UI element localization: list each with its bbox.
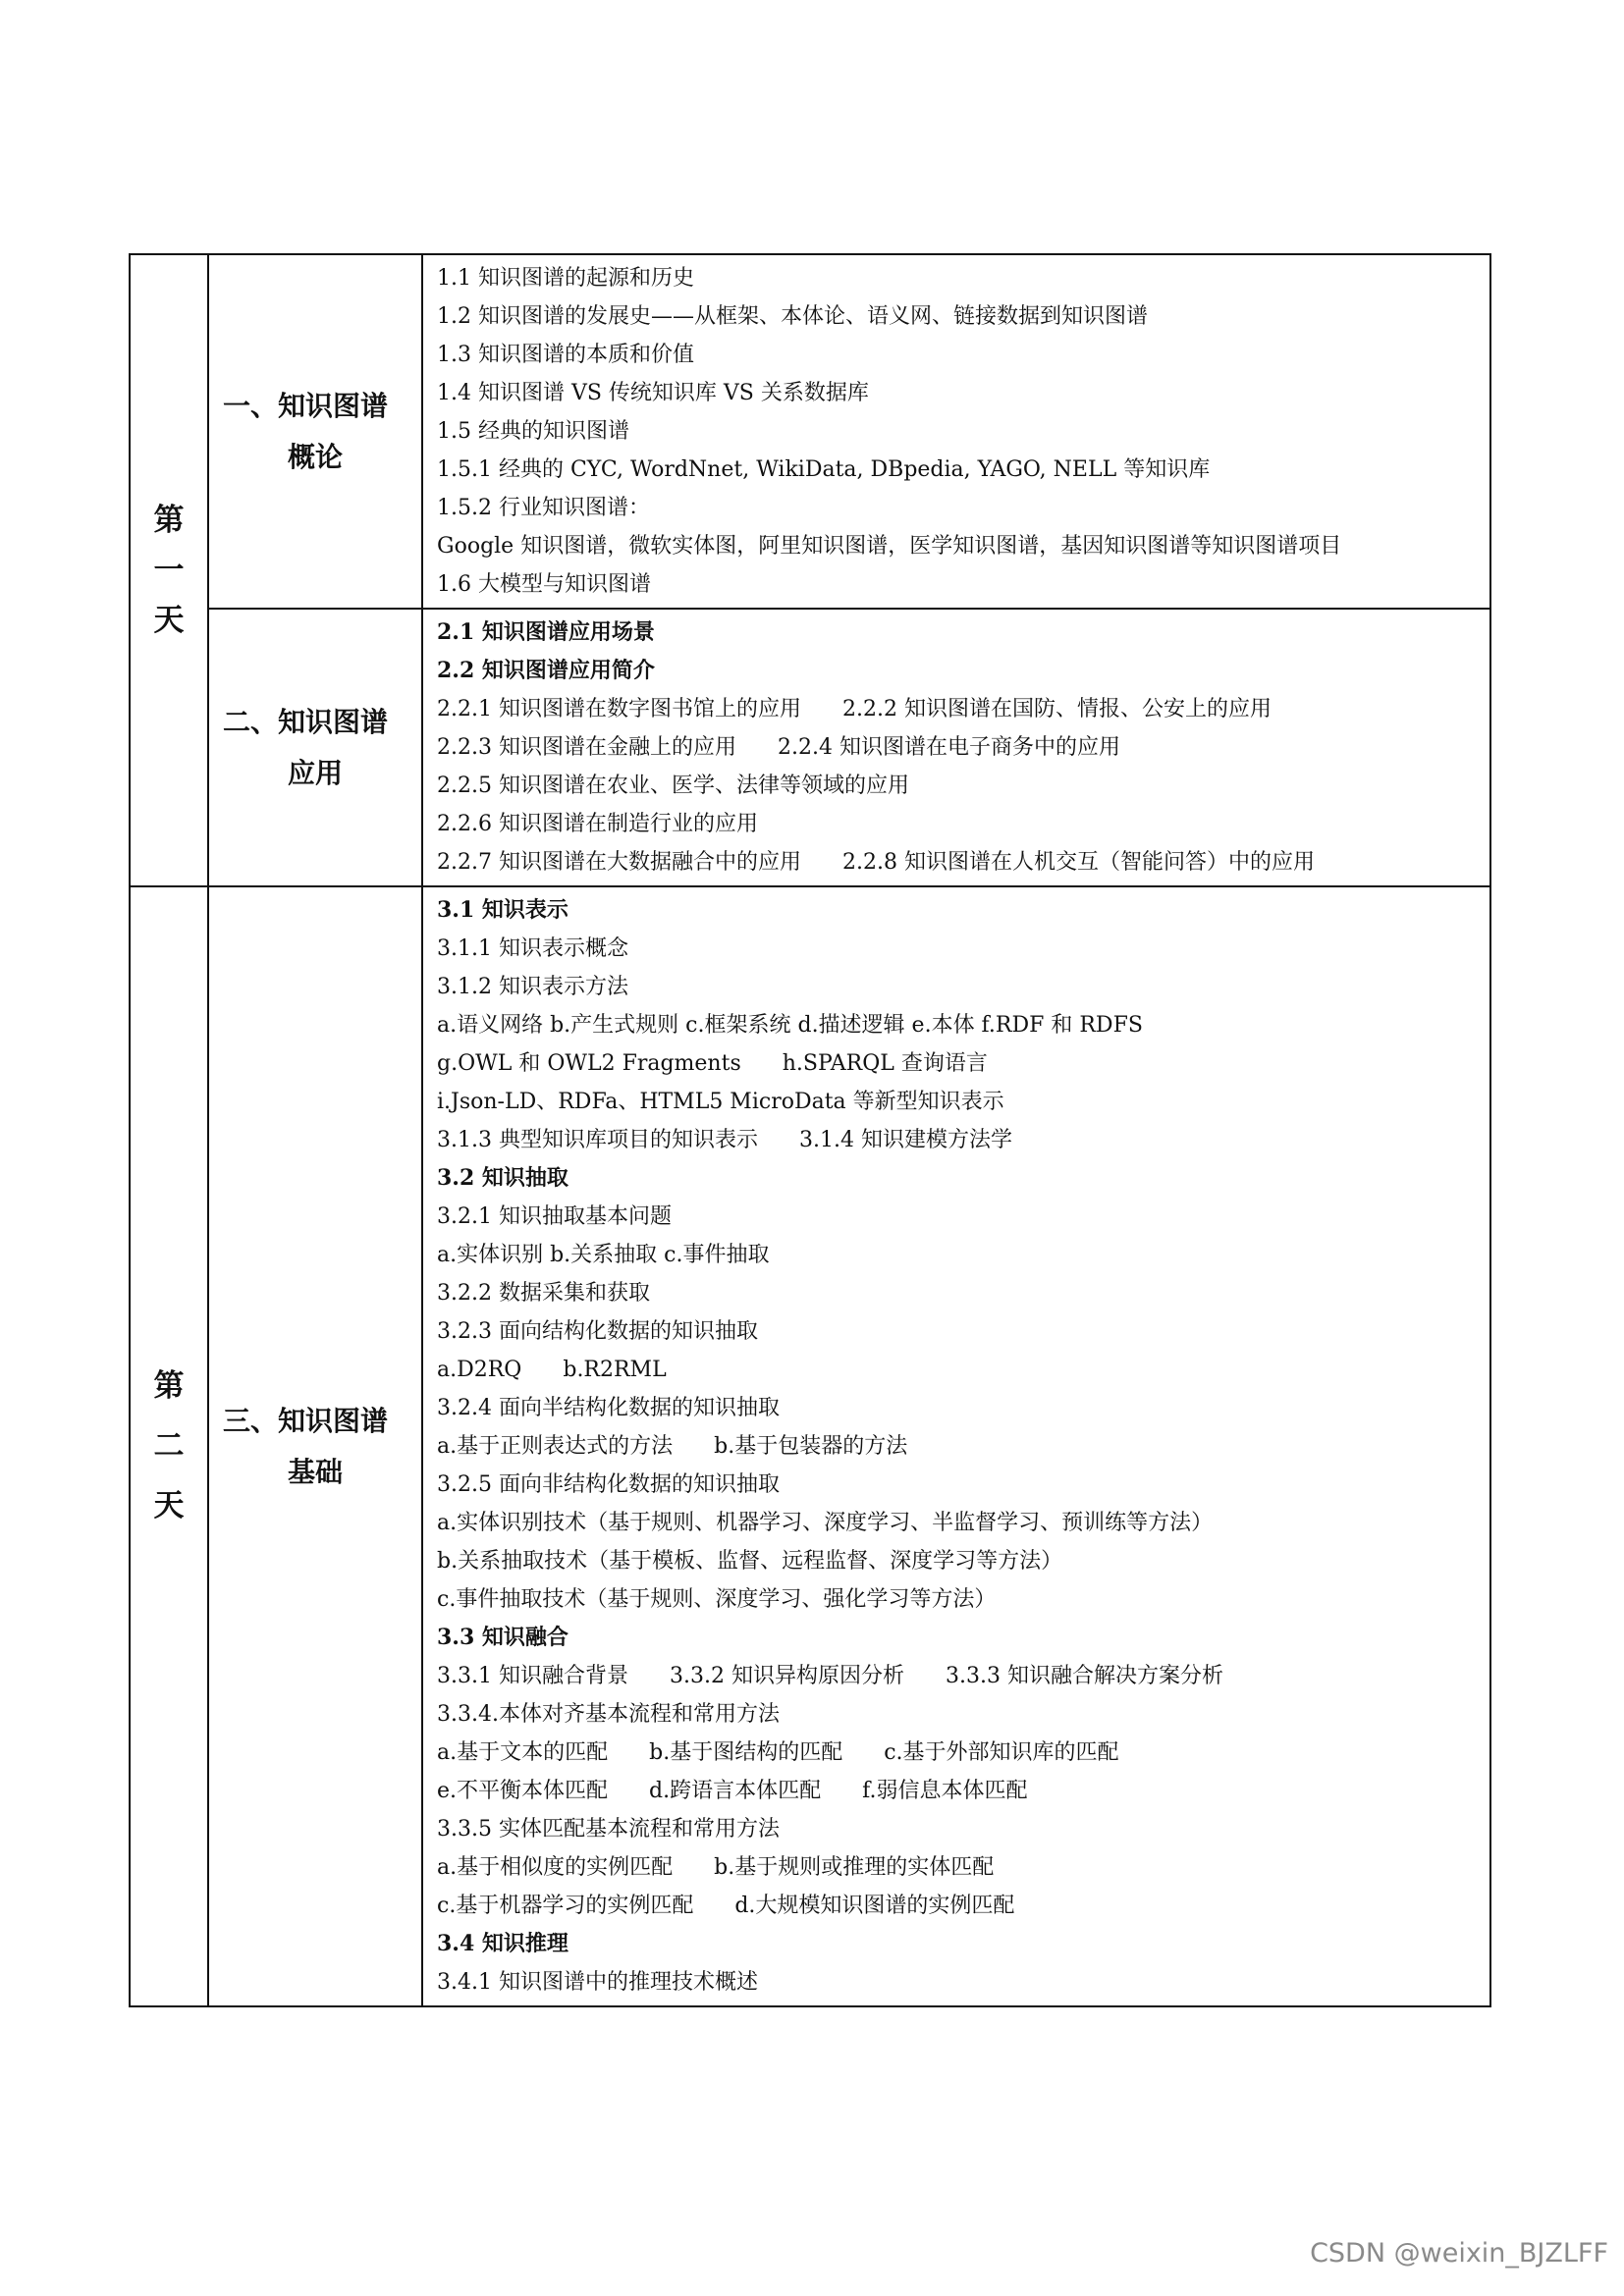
content-segment: 3.1.1 知识表示概念 <box>437 936 628 961</box>
content-line <box>437 259 1489 297</box>
content-line <box>437 1083 1489 1121</box>
content-line <box>437 1963 1489 2002</box>
content-line <box>437 1466 1489 1504</box>
content-segment: e.不平衡本体匹配 <box>437 1779 609 1803</box>
content-line <box>437 1006 1489 1044</box>
content-segment: 1.1 知识图谱的起源和历史 <box>437 266 694 291</box>
content-segment: 2.2.2 知识图谱在国防、情报、公安上的应用 <box>841 697 1272 721</box>
content-segment: a.实体识别技术（基于规则、机器学习、深度学习、半监督学习、预训练等方法） <box>437 1511 1214 1535</box>
content-segment: 3.3 知识融合 <box>437 1625 568 1650</box>
content-segment: f.弱信息本体匹配 <box>862 1779 1028 1803</box>
day-label-char: 一 <box>153 552 185 588</box>
section-heading <box>437 891 1489 930</box>
content-line <box>437 336 1489 374</box>
content-line <box>437 1312 1489 1351</box>
content-segment: 1.2 知识图谱的发展史——从框架、本体论、语义网、链接数据到知识图谱 <box>437 304 1148 329</box>
content-segment: 3.3.2 知识异构原因分析 <box>669 1664 904 1688</box>
module-content-cell <box>422 254 1490 609</box>
day-label-char: 天 <box>153 1488 185 1523</box>
content-segment: a.D2RQ <box>437 1358 522 1382</box>
day-label-cell <box>130 886 208 2006</box>
module-title-continued: 概论 <box>288 440 344 473</box>
content-line <box>437 1198 1489 1236</box>
content-segment: c.事件抽取技术（基于规则、深度学习、强化学习等方法） <box>437 1587 997 1612</box>
content-segment: 3.2 知识抽取 <box>437 1165 568 1191</box>
content-segment: 3.2.3 面向结构化数据的知识抽取 <box>437 1319 758 1344</box>
content-segment: a.基于相似度的实例匹配 <box>437 1855 674 1880</box>
content-segment: 3.3.3 知识融合解决方案分析 <box>945 1664 1223 1688</box>
content-segment: a.实体识别 b.关系抽取 c.事件抽取 <box>437 1243 770 1267</box>
content-segment: 2.2 知识图谱应用简介 <box>437 658 655 683</box>
content-segment: d.跨语言本体匹配 <box>649 1779 822 1803</box>
content-segment: h.SPARQL 查询语言 <box>782 1051 988 1076</box>
content-line <box>437 412 1489 451</box>
curriculum-table <box>129 253 1491 2007</box>
day-label-cell <box>130 254 208 886</box>
section-heading <box>437 652 1489 690</box>
content-segment: 2.2.7 知识图谱在大数据融合中的应用 <box>437 850 801 875</box>
content-segment: Google 知识图谱，微软实体图，阿里知识图谱，医学知识图谱，基因知识图谱等知识图谱项目 <box>437 534 1342 559</box>
content-segment: 3.3.1 知识融合背景 <box>437 1664 628 1688</box>
module-title: 一、知识图谱 <box>223 389 389 422</box>
content-segment: 2.2.3 知识图谱在金融上的应用 <box>437 735 736 760</box>
content-segment: 3.2.4 面向半结构化数据的知识抽取 <box>437 1396 780 1420</box>
content-segment: 2.2.8 知识图谱在人机交互（智能问答）中的应用 <box>841 850 1315 875</box>
day-label-char: 二 <box>153 1428 185 1464</box>
content-segment: 3.1 知识表示 <box>437 897 568 923</box>
content-lines <box>437 891 1489 2002</box>
content-line <box>437 1580 1489 1619</box>
content-segment: 2.2.5 知识图谱在农业、医学、法律等领域的应用 <box>437 774 909 798</box>
content-line <box>437 1274 1489 1312</box>
content-segment: 2.1 知识图谱应用场景 <box>437 619 655 645</box>
module-title-cell <box>208 254 422 609</box>
table-row-day2-module3 <box>130 886 1490 2006</box>
content-line <box>437 1236 1489 1274</box>
section-heading <box>437 614 1489 652</box>
content-segment: 1.5 经典的知识图谱 <box>437 419 629 444</box>
content-line <box>437 728 1489 767</box>
content-segment: 2.2.4 知识图谱在电子商务中的应用 <box>777 735 1120 760</box>
content-line <box>437 1848 1489 1887</box>
module-title-cell <box>208 886 422 2006</box>
content-segment: 3.2.5 面向非结构化数据的知识抽取 <box>437 1472 780 1497</box>
table-row-day1-module1 <box>130 254 1490 609</box>
content-segment: i.Json-LD、RDFa、HTML5 MicroData 等新型知识表示 <box>437 1090 1004 1114</box>
content-segment: a.语义网络 b.产生式规则 c.框架系统 d.描述逻辑 e.本体 f.RDF 和 RDFS <box>437 1013 1143 1038</box>
module-content-cell <box>422 609 1490 886</box>
content-segment: a.基于正则表达式的方法 <box>437 1434 674 1459</box>
content-segment: g.OWL 和 OWL2 Fragments <box>437 1051 741 1076</box>
content-segment: b.R2RML <box>563 1358 667 1382</box>
content-segment: 3.4.1 知识图谱中的推理技术概述 <box>437 1970 758 1995</box>
content-line <box>437 690 1489 728</box>
content-lines <box>437 259 1489 604</box>
content-line <box>437 1810 1489 1848</box>
content-line <box>437 1351 1489 1389</box>
content-segment: 3.3.4.本体对齐基本流程和常用方法 <box>437 1702 780 1727</box>
content-line <box>437 1542 1489 1580</box>
module-title: 二、知识图谱 <box>223 705 389 738</box>
module-title: 三、知识图谱 <box>223 1404 389 1437</box>
content-segment: 3.2.2 数据采集和获取 <box>437 1281 650 1306</box>
content-line <box>437 1657 1489 1695</box>
content-segment: b.基于图结构的匹配 <box>649 1740 843 1765</box>
content-line <box>437 1389 1489 1427</box>
content-line <box>437 1044 1489 1083</box>
content-line <box>437 527 1489 565</box>
section-heading <box>437 1159 1489 1198</box>
content-line <box>437 1121 1489 1159</box>
content-line <box>437 451 1489 489</box>
content-line <box>437 565 1489 604</box>
content-segment: a.基于文本的匹配 <box>437 1740 609 1765</box>
section-heading <box>437 1619 1489 1657</box>
content-segment: 1.6 大模型与知识图谱 <box>437 572 651 597</box>
module-title-cell <box>208 609 422 886</box>
content-segment: 3.1.4 知识建模方法学 <box>798 1128 1012 1152</box>
content-segment: d.大规模知识图谱的实例匹配 <box>734 1894 1015 1918</box>
content-segment: 1.5.2 行业知识图谱： <box>437 496 650 520</box>
content-line <box>437 1504 1489 1542</box>
content-segment: b.关系抽取技术（基于模板、监督、远程监督、深度学习等方法） <box>437 1549 1063 1574</box>
day-label-char: 第 <box>153 502 185 538</box>
section-heading <box>437 1925 1489 1963</box>
content-line <box>437 1695 1489 1734</box>
module-title-continued: 基础 <box>288 1455 344 1488</box>
content-segment: c.基于机器学习的实例匹配 <box>437 1894 694 1918</box>
content-segment: b.基于规则或推理的实体匹配 <box>714 1855 995 1880</box>
content-segment: 1.5.1 经典的 CYC, WordNnet, WikiData, DBpedia, YAGO, NELL 等知识库 <box>437 457 1211 482</box>
day-label-char: 第 <box>153 1368 185 1404</box>
content-segment: 3.2.1 知识抽取基本问题 <box>437 1204 672 1229</box>
content-line <box>437 297 1489 336</box>
content-segment: 2.2.1 知识图谱在数字图书馆上的应用 <box>437 697 801 721</box>
table-row-day1-module2 <box>130 609 1490 886</box>
content-line <box>437 805 1489 843</box>
module-title-continued: 应用 <box>288 756 344 789</box>
content-segment: 3.1.3 典型知识库项目的知识表示 <box>437 1128 758 1152</box>
content-line <box>437 1772 1489 1810</box>
content-segment: 1.4 知识图谱 VS 传统知识库 VS 关系数据库 <box>437 381 869 405</box>
content-segment: 3.4 知识推理 <box>437 1931 568 1956</box>
content-line <box>437 374 1489 412</box>
content-segment: 3.3.5 实体匹配基本流程和常用方法 <box>437 1817 780 1842</box>
watermark: CSDN @weixin_BJZLFF <box>1310 2238 1608 2269</box>
content-line <box>437 1734 1489 1772</box>
content-segment: 2.2.6 知识图谱在制造行业的应用 <box>437 812 758 836</box>
module-content-cell <box>422 886 1490 2006</box>
content-segment: c.基于外部知识库的匹配 <box>884 1740 1119 1765</box>
content-line <box>437 930 1489 968</box>
content-line <box>437 968 1489 1006</box>
content-line <box>437 843 1489 881</box>
content-segment: b.基于包装器的方法 <box>714 1434 908 1459</box>
content-line <box>437 1427 1489 1466</box>
content-segment: 3.1.2 知识表示方法 <box>437 975 628 999</box>
day-label-char: 天 <box>153 602 185 638</box>
content-line <box>437 1887 1489 1925</box>
content-lines <box>437 614 1489 881</box>
content-segment: 1.3 知识图谱的本质和价值 <box>437 343 694 367</box>
content-line <box>437 489 1489 527</box>
content-line <box>437 767 1489 805</box>
